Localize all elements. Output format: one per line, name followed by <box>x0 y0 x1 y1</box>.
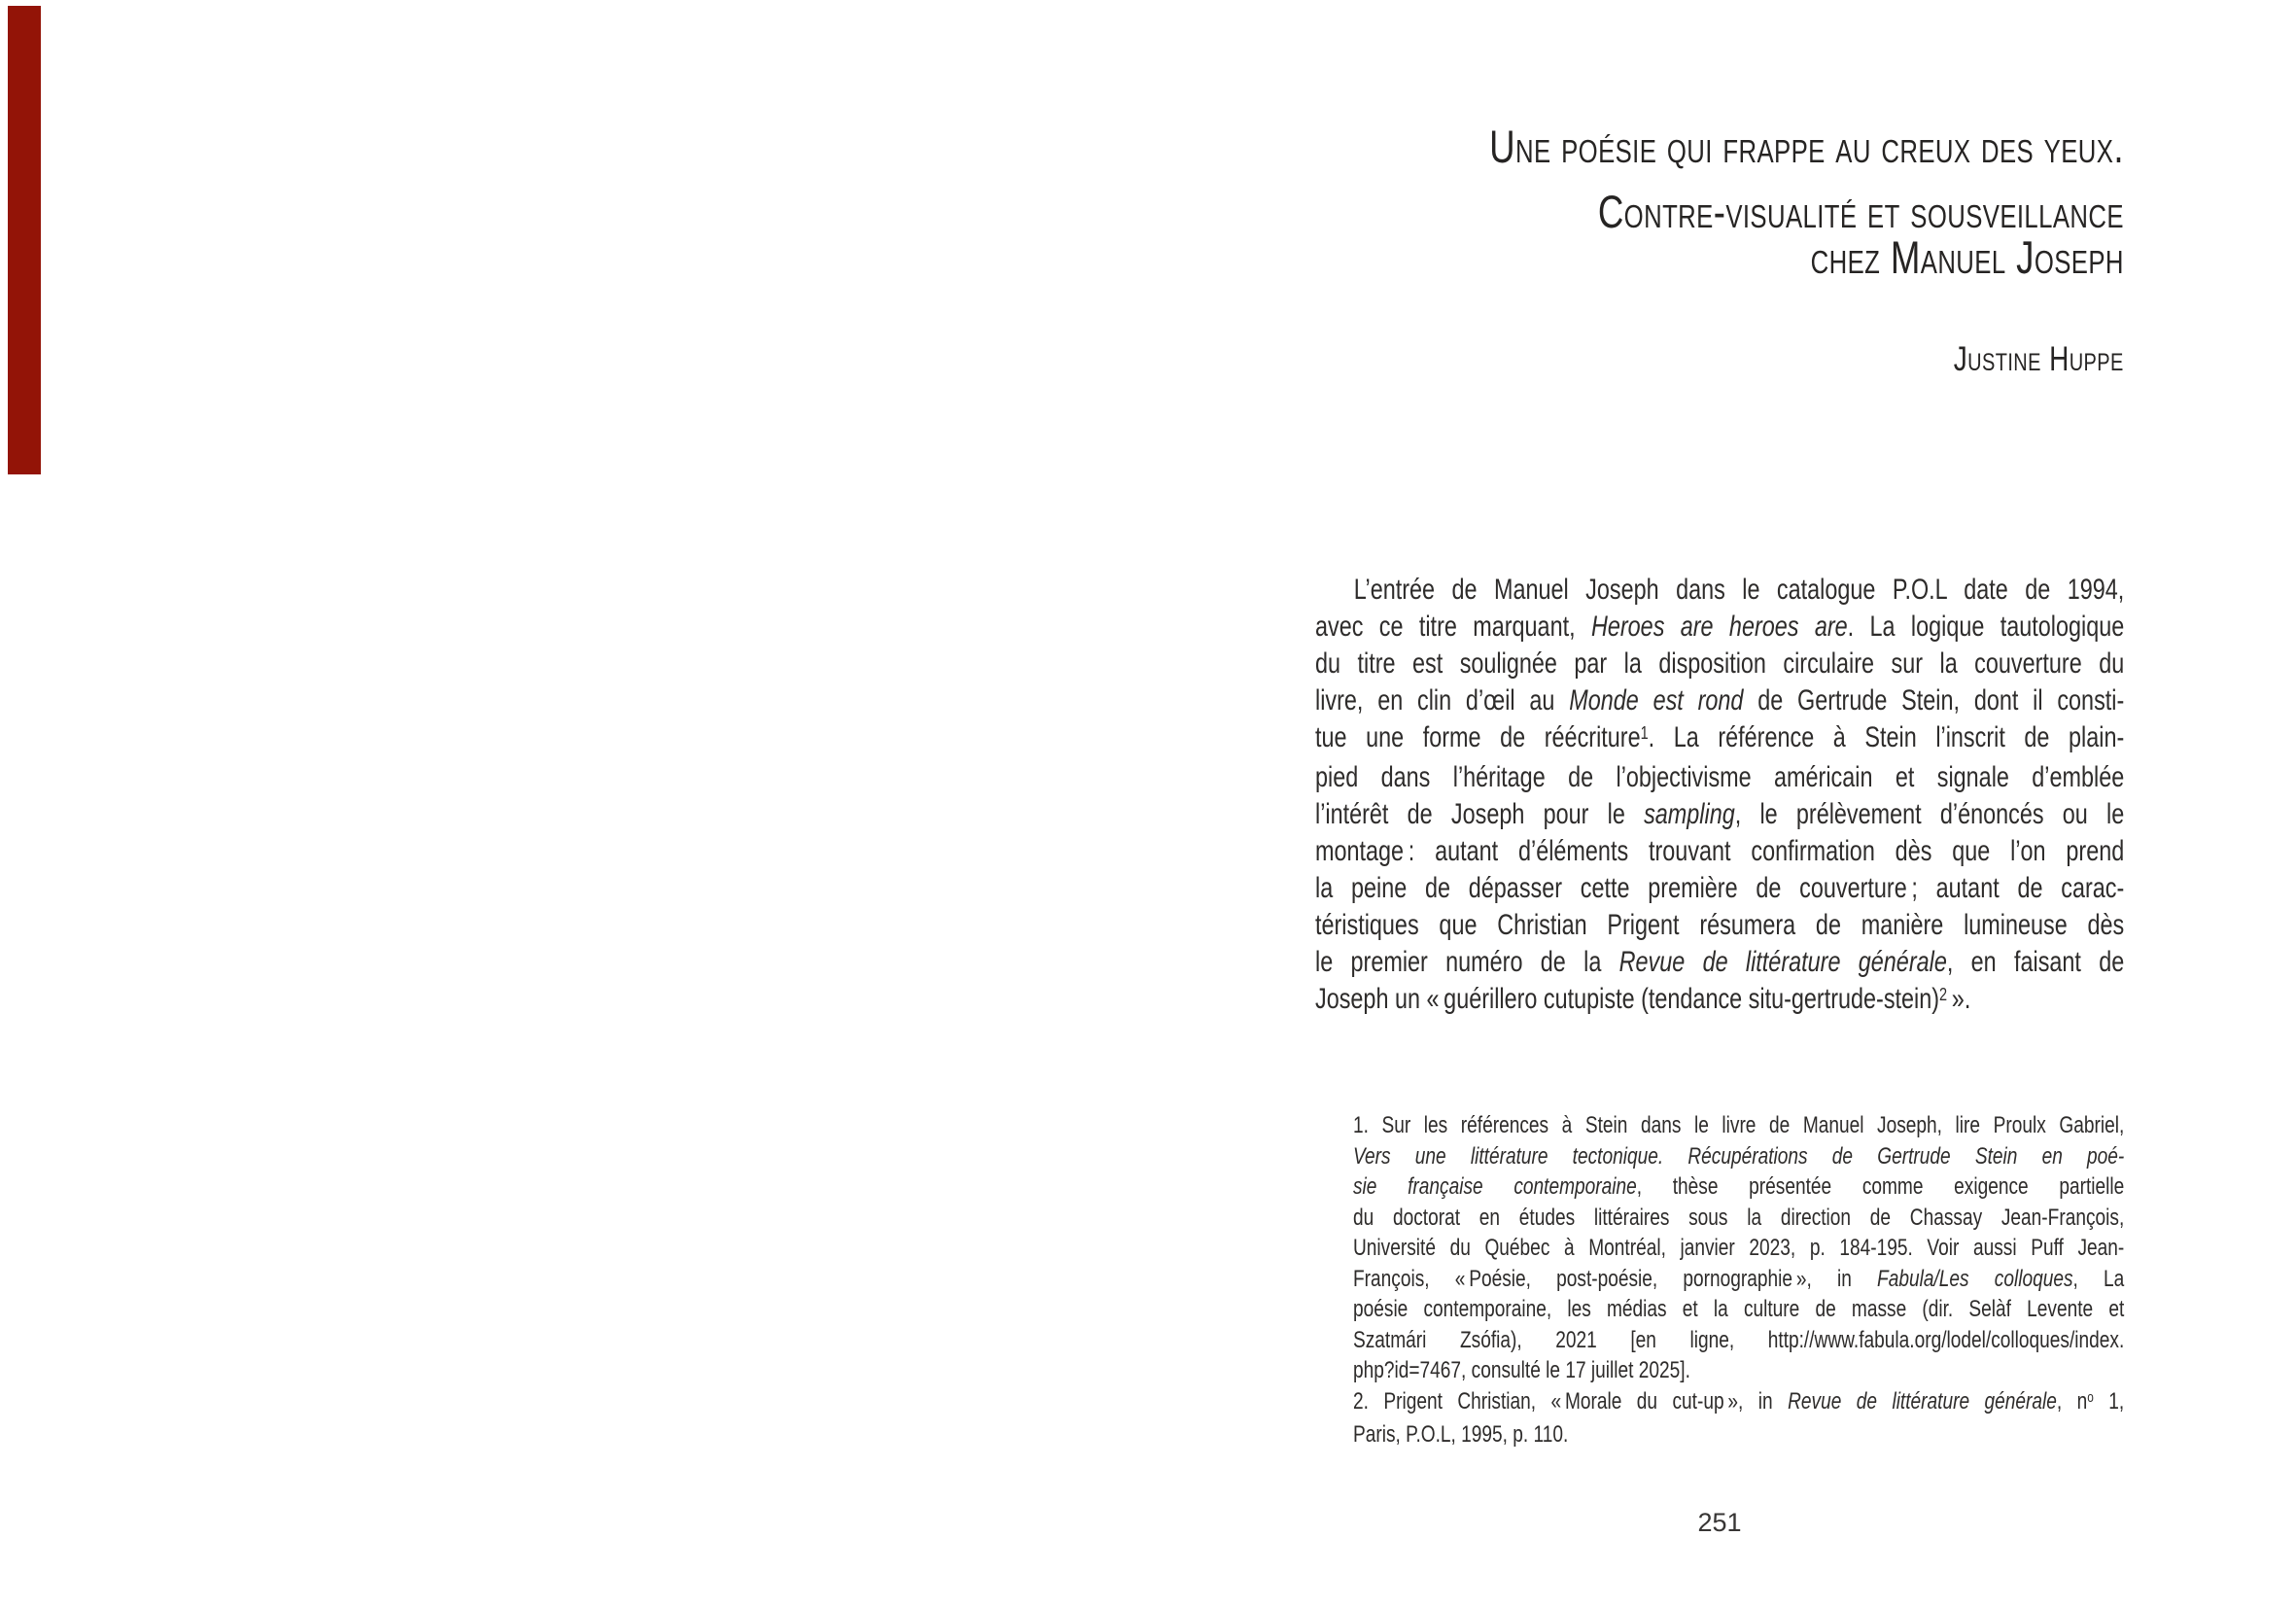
body-line: Joseph un « guérillero cutupiste (tendance situ-gertrude-stein)$^2$ ». <box>1315 983 1971 1015</box>
chapter-subtitle-line-1: Contre-visualité et sousveillance <box>1597 186 2124 237</box>
footnotes <box>1353 1110 2124 1450</box>
chapter-subtitle-line-2: chez Manuel Joseph <box>1810 231 2124 283</box>
body-line: le premier numéro de la Revue de littérature générale, en faisant de <box>1315 946 2125 978</box>
footnote-line: 1. Sur les références à Stein dans le livre de Manuel Joseph, lire Proulx Gabriel, <box>1353 1112 2125 1138</box>
body-line: montage : autant d’éléments trouvant confirmation dès que l’on prend <box>1315 835 2125 867</box>
page-number: 251 <box>1697 1508 1742 1537</box>
body-line: tue une forme de réécriture$^1$. La référence à Stein l’inscrit de plain- <box>1315 721 2125 753</box>
body-line: la peine de dépasser cette première de couverture ; autant de carac- <box>1315 872 2125 904</box>
body-line: L’entrée de Manuel Joseph dans le catalogue P.O.L date de 1994, <box>1353 574 2125 606</box>
body-line: téristiques que Christian Prigent résumera de manière lumineuse dès <box>1315 909 2125 941</box>
footnote-line: du doctorat en études littéraires sous la direction de Chassay Jean-François, <box>1353 1204 2125 1231</box>
footnote-line: Paris, P.O.L, 1995, p. 110. <box>1353 1421 1569 1448</box>
body-paragraph <box>1315 572 2124 1021</box>
footnote-line: François, « Poésie, post-poésie, pornographie », in Fabula/Les colloques, La <box>1353 1265 2125 1292</box>
footnote-line: poésie contemporaine, les médias et la culture de masse (dir. Selàf Levente et <box>1353 1296 2125 1322</box>
footnote-line: Vers une littérature tectonique. Récupérations de Gertrude Stein en poé- <box>1353 1142 2125 1170</box>
chapter-title-line-1: Une poésie qui frappe au creux des yeux. <box>1489 121 2124 172</box>
body-line: pied dans l’héritage de l’objectivisme américain et signale d’emblée <box>1315 761 2125 793</box>
chapter-subtitle <box>1489 186 2124 283</box>
chapter-heading <box>1489 121 2124 283</box>
body-line: l’intérêt de Joseph pour le sampling, le prélèvement d’énoncés ou le <box>1315 798 2125 830</box>
author-name: Justine Huppe <box>1953 340 2124 378</box>
footnote-line: Université du Québec à Montréal, janvier 2023, p. 184-195. Voir aussi Puff Jean- <box>1353 1235 2125 1261</box>
footnote-line: Szatmári Zsófia), 2021 [en ligne, http://www.fabula.org/lodel/colloques/index. <box>1353 1326 2125 1353</box>
body-line: livre, en clin d’œil au Monde est rond de Gertrude Stein, dont il consti- <box>1315 684 2125 716</box>
footnote-line: sie française contemporaine, thèse présentée comme exigence partielle <box>1353 1173 2125 1200</box>
red-spine-band <box>8 6 41 474</box>
body-line: avec ce titre marquant, Heroes are heroes are. La logique tautologique <box>1315 611 2125 643</box>
footnote-line: php?id=7467, consulté le 17 juillet 2025]. <box>1353 1357 1690 1383</box>
body-line: du titre est soulignée par la disposition circulaire sur la couverture du <box>1315 647 2125 680</box>
footnote-line: 2. Prigent Christian, « Morale du cut-up », in Revue de littérature générale, $n^o$ 1, <box>1353 1387 2125 1415</box>
